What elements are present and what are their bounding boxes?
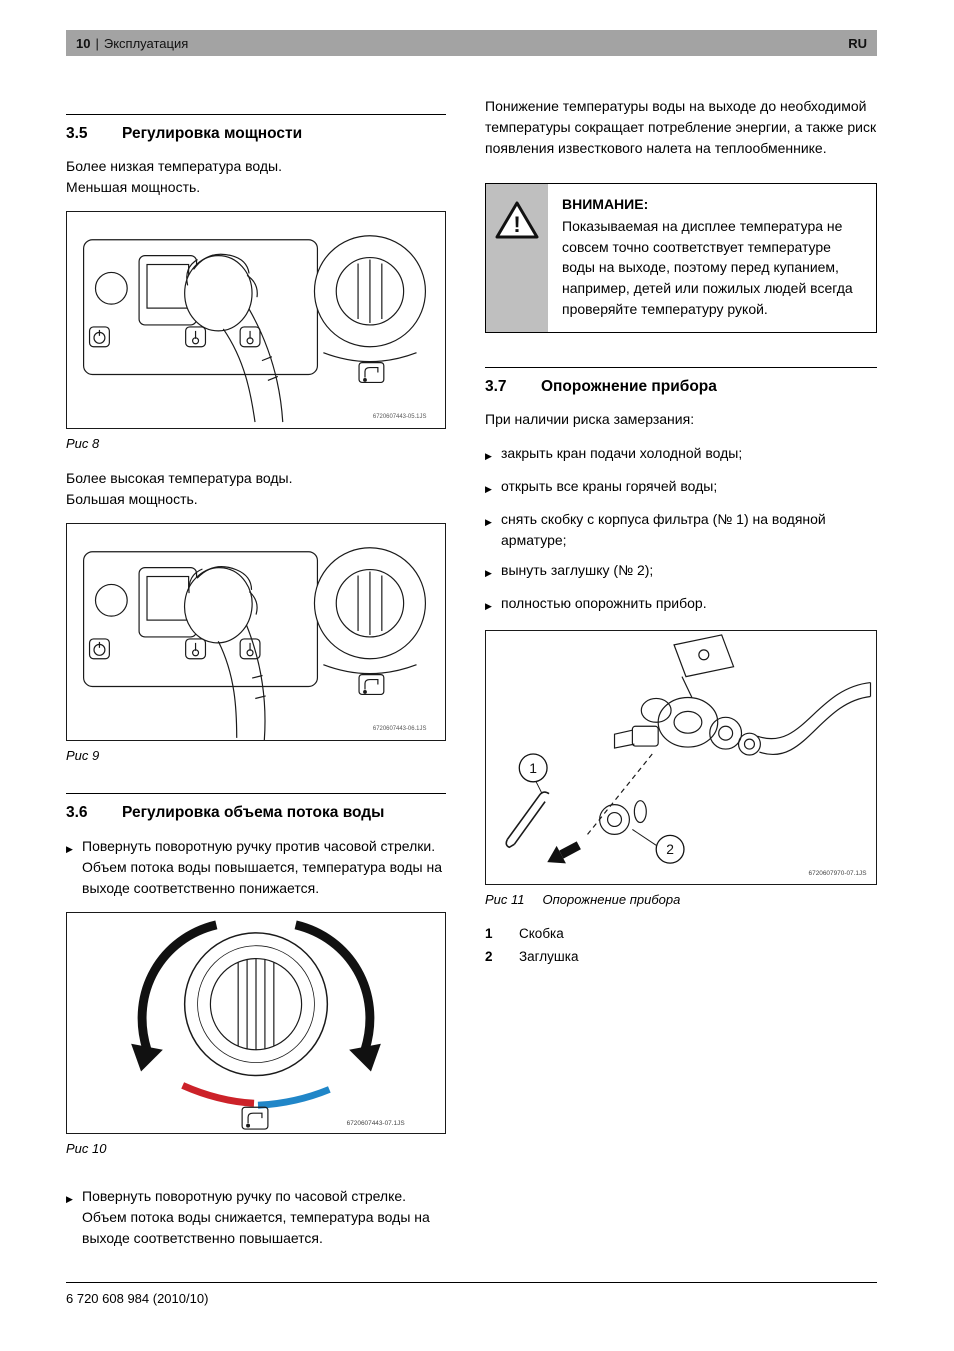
bullet-text: открыть все краны горячей воды;: [501, 477, 718, 494]
legend-number: 1: [485, 925, 493, 941]
flow-knob: [185, 933, 328, 1076]
section-3-7-heading: [485, 367, 877, 396]
list-item: [485, 560, 877, 584]
control-panel-illustration: [67, 212, 445, 428]
power-icon: [90, 639, 110, 659]
figure-11: [485, 630, 877, 885]
warning-content: [548, 184, 876, 332]
bullet-text: вынуть заглушку (№ 2);: [501, 561, 654, 578]
paragraph-line: Меньшая мощность.: [66, 179, 201, 196]
disassembly-guide-line: [587, 754, 652, 835]
figure-11-caption-text: Опорожнение прибора: [542, 891, 681, 907]
bullet-text: полностью опорожнить прибор.: [501, 594, 707, 611]
control-panel-illustration: [67, 524, 445, 740]
flow-knob-illustration: [67, 913, 445, 1133]
figure-11-legend: [485, 924, 877, 966]
drain-plug: [600, 801, 647, 835]
callout-2: [656, 835, 684, 863]
list-item: [66, 1186, 446, 1249]
figure-code: 6720607443-05.1JS: [372, 414, 427, 421]
figure-code: 6720607443-07.1JS: [346, 1119, 405, 1127]
bullet-text: снять скобку с корпуса фильтра (№ 1) на водяной арматуре;: [501, 510, 826, 548]
warning-text: Показываемая на дисплее температура не совсем точно соответствует температуре воды на выходе, поэтому перед купанием, например, детей или пожилых людей всегда проверяйте температуру рукой.: [562, 218, 853, 317]
page-footer: [66, 1282, 877, 1306]
figure-10: [66, 912, 446, 1134]
section-title: Регулировка мощности: [122, 125, 303, 142]
section-number: 3.7: [485, 377, 507, 395]
drain-valve-illustration: [486, 631, 876, 884]
list-item: [66, 836, 446, 899]
callout-1-leader: [536, 782, 542, 794]
header-separator: |: [95, 35, 99, 51]
section-3-6-heading: [66, 793, 446, 822]
bullet-icon: [485, 593, 501, 617]
figure-11-caption: [485, 892, 877, 907]
section-number: 3.6: [66, 804, 88, 822]
figure-9-caption: Рис 9: [66, 748, 100, 764]
paragraph-line: Большая мощность.: [66, 491, 198, 508]
svg-text:1: 1: [529, 759, 538, 776]
bullet-text: Повернуть поворотную ручку против часовой стрелки.: [82, 837, 436, 854]
intro-paragraph: Понижение температуры воды на выходе до необходимой температуры сокращает потребление энергии, а также риск появления известкового налета на теплообменнике.: [485, 98, 877, 156]
power-icon: [90, 327, 110, 347]
paragraph-line: Более высокая температура воды.: [66, 470, 293, 487]
hand-on-knob: [185, 255, 283, 423]
direction-arrow-icon: [543, 837, 584, 871]
warning-triangle-icon: [495, 200, 539, 240]
list-item: [485, 443, 877, 467]
callout-2-leader: [632, 829, 656, 845]
temperature-dial: [314, 548, 425, 674]
bullet-icon: [66, 836, 82, 899]
mounting-plate: [674, 635, 734, 677]
legend-number: 2: [485, 948, 493, 964]
page-number: 10: [76, 35, 91, 51]
chapter-title: Эксплуатация: [103, 35, 189, 51]
bullet-icon: [485, 443, 501, 467]
legend-item: [485, 924, 877, 944]
figure-9: [66, 523, 446, 741]
warning-icon-strip: [486, 184, 548, 332]
bullet-icon: [66, 1186, 82, 1249]
paragraph-line: Более низкая температура воды.: [66, 158, 283, 175]
temperature-dial: [314, 236, 425, 362]
hot-indicator-arc: [183, 1085, 254, 1103]
document-number: 6 720 608 984 (2010/10): [66, 1291, 209, 1306]
bullet-text: закрыть кран подачи холодной воды;: [501, 444, 743, 461]
right-column: [485, 96, 877, 1258]
figure-10-caption: Рис 10: [66, 1140, 107, 1156]
legend-label: Скобка: [519, 925, 564, 941]
figure-8-caption: Рис 8: [66, 436, 100, 452]
temp-up-icon: [240, 327, 260, 347]
section-title: Регулировка объема потока воды: [122, 804, 385, 822]
content-columns: [66, 96, 877, 1258]
cold-indicator-arc: [258, 1089, 329, 1105]
section-3-5-heading: [66, 114, 446, 143]
panel-button: [95, 585, 127, 617]
legend-item: [485, 947, 877, 967]
bullet-detail: Объем потока воды повышается, температура воды на выходе соответственно понижается.: [82, 858, 442, 896]
header-page-info: [76, 36, 188, 51]
figure-code: 6720607970-07.1JS: [808, 870, 867, 878]
section-number: 3.5: [66, 125, 88, 142]
bullet-icon: [485, 560, 501, 584]
list-item: [485, 476, 877, 500]
language-code: RU: [848, 35, 867, 51]
figure-8: [66, 211, 446, 429]
bullet-detail: Объем потока воды снижается, температура воды на выходе соответственно повышается.: [82, 1208, 430, 1246]
faucet-icon: [359, 675, 384, 695]
retaining-clip: [506, 792, 549, 847]
temp-down-icon: [186, 327, 206, 347]
outlet-pipe: [757, 683, 870, 755]
faucet-icon: [242, 1107, 268, 1129]
bullet-icon: [485, 509, 501, 551]
bullet-text: Повернуть поворотную ручку по часовой стрелке.: [82, 1187, 407, 1204]
dial-shadow-arc: [323, 353, 416, 362]
dial-shadow-arc: [323, 665, 416, 674]
page-header: [66, 30, 877, 56]
left-column: [66, 96, 446, 1258]
temp-down-icon: [186, 639, 206, 659]
legend-label: Заглушка: [519, 948, 579, 964]
callout-1: [519, 754, 547, 782]
panel-button: [95, 273, 127, 305]
faucet-icon: [359, 363, 384, 383]
figure-code: 6720607443-06.1JS: [372, 726, 427, 733]
water-valve-body: [615, 677, 761, 755]
bullet-icon: [485, 476, 501, 500]
list-item: [485, 593, 877, 617]
warning-exclamation: !: [513, 212, 521, 237]
paragraph-line: При наличии риска замерзания:: [485, 410, 695, 427]
section-title: Опорожнение прибора: [541, 377, 717, 395]
svg-text:2: 2: [666, 841, 674, 858]
list-item: [485, 509, 877, 551]
figure-11-caption-label: Рис 11: [485, 891, 525, 907]
warning-box: [485, 183, 877, 333]
warning-title: ВНИМАНИЕ:: [562, 196, 649, 212]
